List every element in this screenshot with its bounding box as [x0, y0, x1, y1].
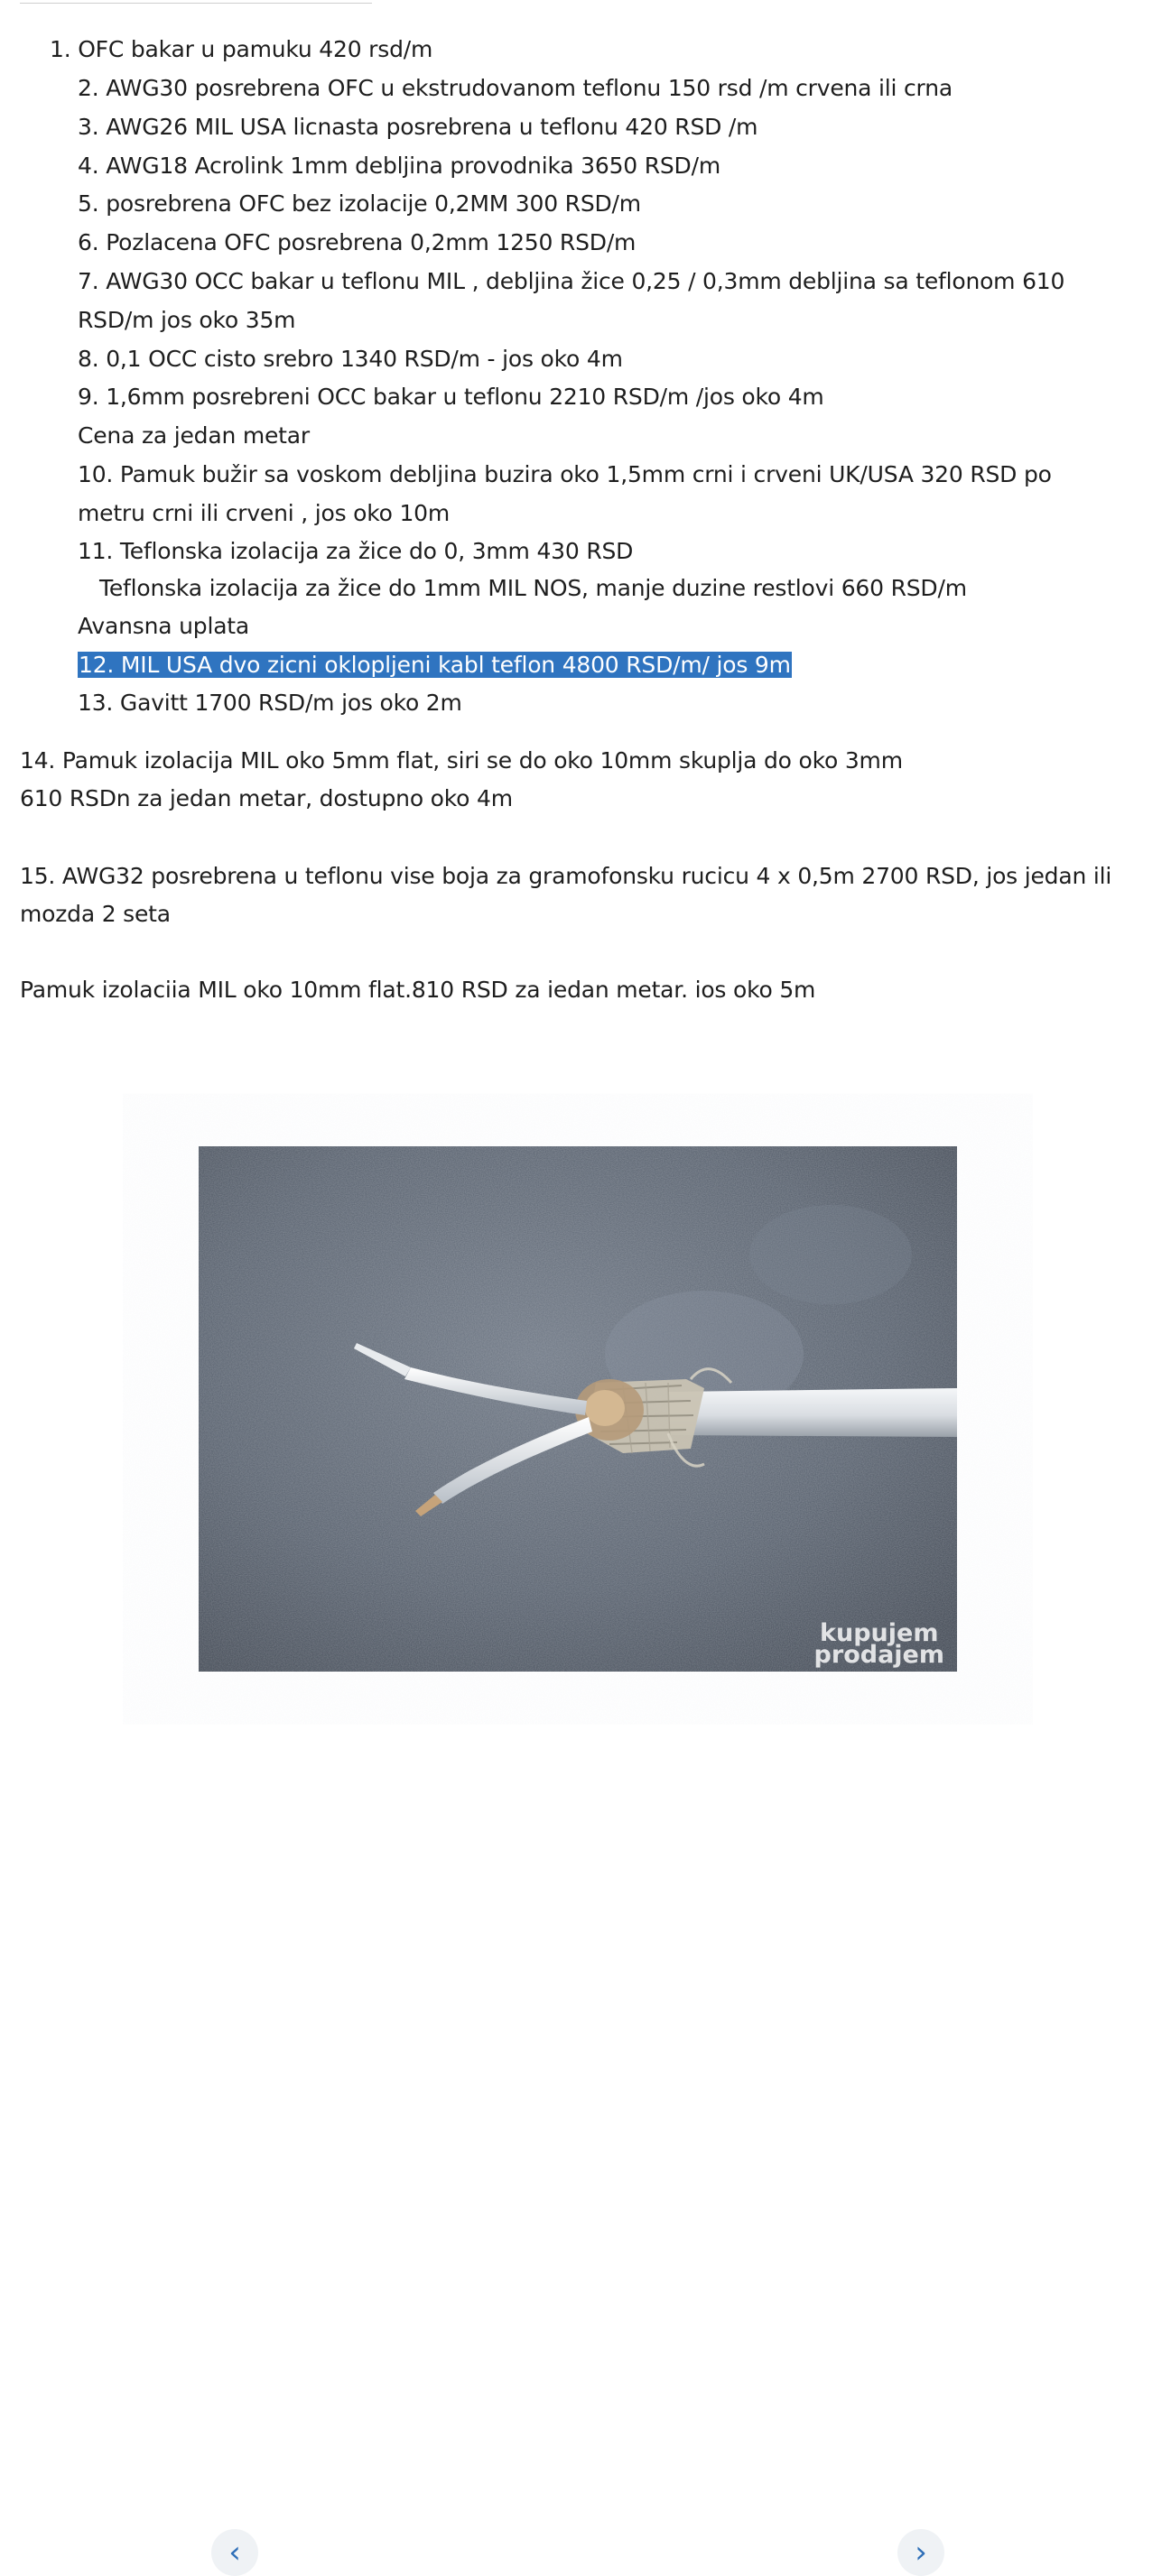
chevron-left-icon: ‹	[228, 2534, 241, 2571]
list-item: 7. AWG30 OCC bakar u teflonu MIL , debljina žice 0,25 / 0,3mm debljina sa teflonom 610	[78, 268, 1065, 294]
cable-photo-illustration	[199, 1146, 957, 1672]
top-divider	[20, 0, 372, 4]
list-note: Avansna uplata	[78, 613, 250, 639]
list-item: 3. AWG26 MIL USA licnasta posrebrena u teflonu 420 RSD /m	[78, 114, 758, 140]
list-item: 6. Pozlacena OFC posrebrena 0,2mm 1250 RSD/m	[78, 229, 637, 255]
list-item-continuation: metru crni ili crveni , jos oko 10m	[78, 500, 451, 526]
product-photo[interactable]	[199, 1146, 957, 2571]
list-item: 1. OFC bakar u pamuku 420 rsd/m	[50, 36, 433, 62]
gallery-prev-button[interactable]	[211, 2529, 258, 2576]
list-item-cut-off: Pamuk izolaciia MIL oko 10mm flat.810 RSD za iedan metar. ios oko 5m	[20, 977, 816, 1003]
list-item: 15. AWG32 posrebrena u teflonu vise boja za gramofonsku rucicu 4 x 0,5m 2700 RSD, jos jedan ili	[20, 863, 1112, 889]
list-item-selected	[78, 650, 792, 681]
list-item: 9. 1,6mm posrebreni OCC bakar u teflonu 2210 RSD/m /jos oko 4m	[78, 384, 824, 410]
list-item-subline: Teflonska izolacija za žice do 1mm MIL NOS, manje duzine restlovi 660 RSD/m	[99, 575, 967, 601]
selected-text-highlight: 12. MIL USA dvo zicni oklopljeni kabl teflon 4800 RSD/m/ jos 9m	[79, 652, 791, 678]
watermark: kupujem prodajem	[813, 1619, 944, 1669]
list-item: 14. Pamuk izolacija MIL oko 5mm flat, siri se do oko 10mm skuplja do oko 3mm	[20, 747, 903, 774]
list-item: 5. posrebrena OFC bez izolacije 0,2MM 300 RSD/m	[78, 190, 641, 217]
list-item-continuation: 610 RSDn za jedan metar, dostupno oko 4m	[20, 785, 513, 811]
list-item: 2. AWG30 posrebrena OFC u ekstrudovanom teflonu 150 rsd /m crvena ili crna	[78, 75, 953, 101]
list-item: 11. Teflonska izolacija za žice do 0, 3mm 430 RSD	[78, 538, 634, 564]
list-item: 13. Gavitt 1700 RSD/m jos oko 2m	[78, 690, 462, 716]
list-item: 10. Pamuk bužir sa voskom debljina buzira oko 1,5mm crni i crveni UK/USA 320 RSD po	[78, 461, 1052, 487]
list-item: 4. AWG18 Acrolink 1mm debljina provodnika 3650 RSD/m	[78, 153, 720, 179]
list-item: 8. 0,1 OCC cisto srebro 1340 RSD/m - jos oko 4m	[78, 346, 623, 372]
list-item-continuation: mozda 2 seta	[20, 901, 171, 927]
list-item-continuation: RSD/m jos oko 35m	[78, 307, 296, 333]
list-note: Cena za jedan metar	[78, 422, 310, 449]
gallery-next-button[interactable]	[897, 2529, 944, 2576]
chevron-right-icon: ›	[915, 2534, 927, 2571]
